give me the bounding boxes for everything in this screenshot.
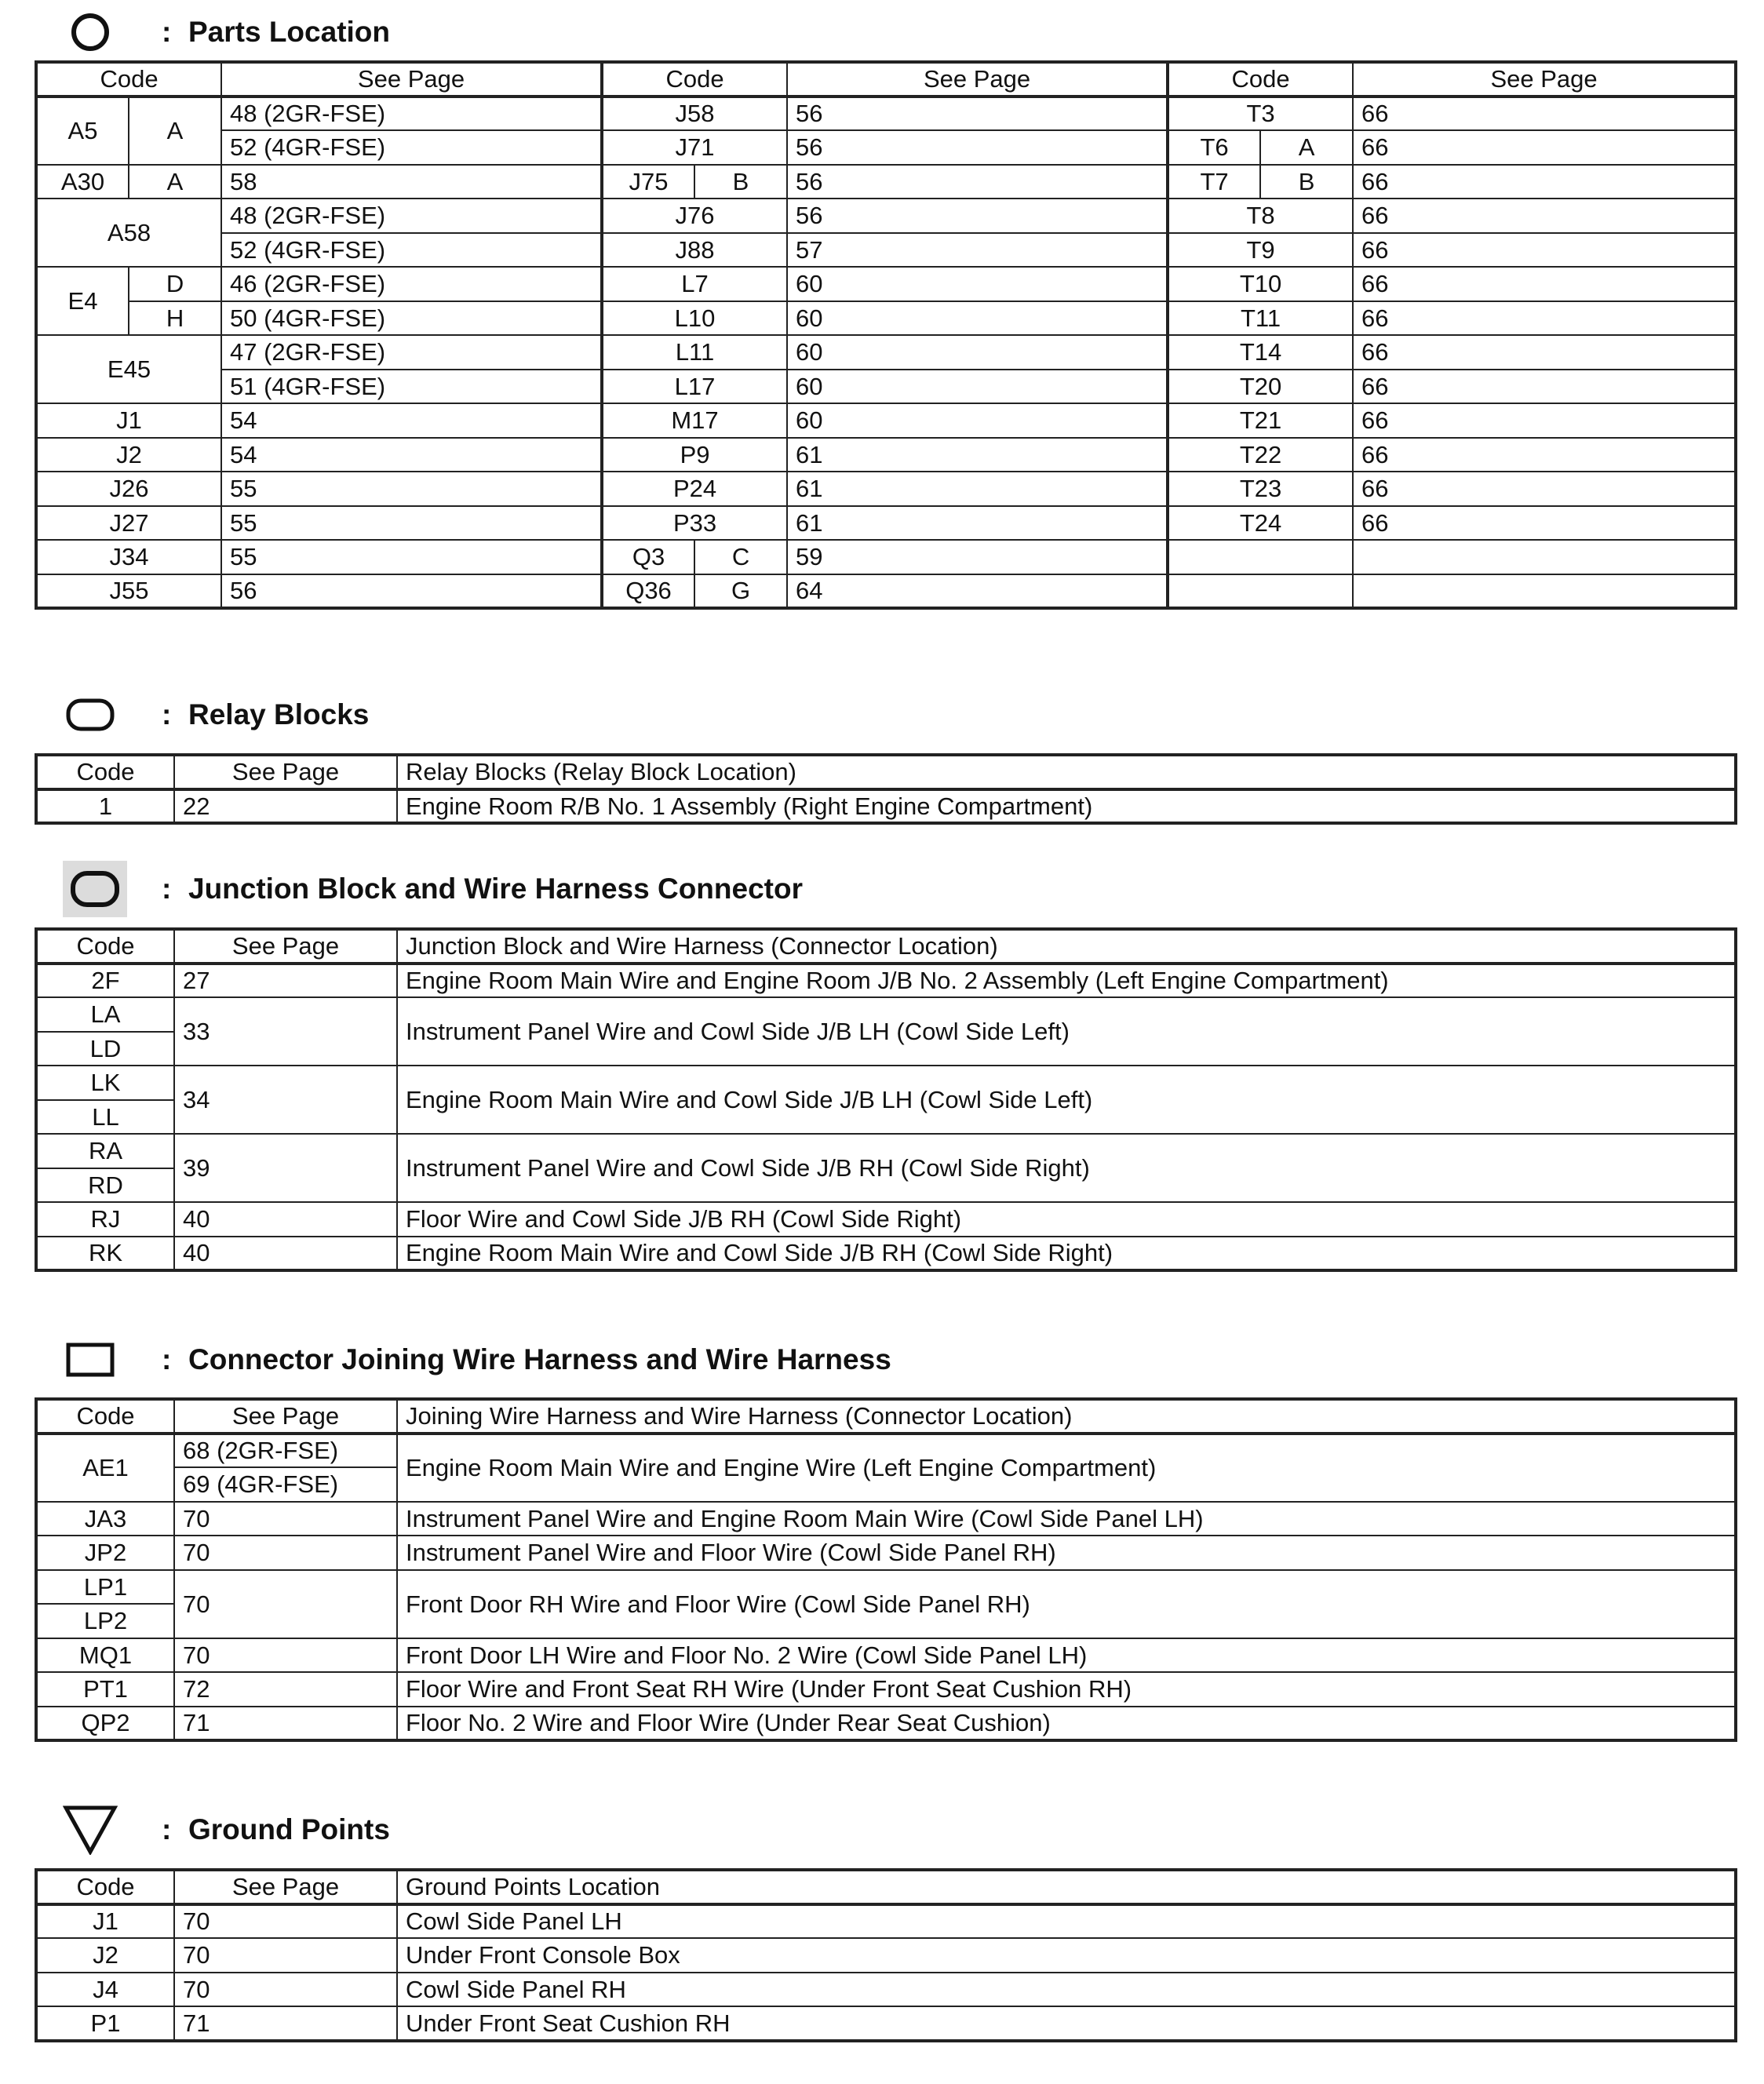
see-page-cell: 71 [174, 2006, 397, 2041]
heading-colon: : [162, 873, 172, 905]
see-page-cell: 52 (4GR-FSE) [221, 130, 602, 165]
see-page-cell: 69 (4GR-FSE) [174, 1467, 397, 1502]
table-row [36, 1938, 1736, 1973]
see-page-header: See Page [221, 62, 602, 97]
see-page-cell: 60 [787, 335, 1168, 370]
location-cell: Cowl Side Panel RH [397, 1973, 1736, 2007]
see-page-cell [1353, 540, 1736, 574]
location-cell: Engine Room R/B No. 1 Assembly (Right Engine Compartment) [397, 789, 1736, 824]
code-cell: LK [36, 1066, 174, 1100]
table-row [36, 199, 1736, 233]
heading-colon: : [162, 1343, 172, 1375]
see-page-cell: 70 [174, 1570, 397, 1638]
table-row [36, 997, 1736, 1032]
see-page-cell: 48 (2GR-FSE) [221, 97, 602, 131]
table-row [36, 97, 1736, 131]
square-icon [63, 1332, 118, 1387]
see-page-cell: 66 [1353, 438, 1736, 472]
code-cell: T14 [1168, 335, 1353, 370]
location-header: Relay Blocks (Relay Block Location) [397, 755, 1736, 789]
rounded-rectangle-icon [63, 687, 118, 742]
ground-points-table [35, 1868, 1737, 2042]
location-header: Joining Wire Harness and Wire Harness (Connector Location) [397, 1399, 1736, 1434]
code-cell: T21 [1168, 403, 1353, 438]
code-cell: JA3 [36, 1502, 174, 1536]
see-page-cell: 66 [1353, 335, 1736, 370]
see-page-cell: 60 [787, 267, 1168, 301]
code-cell: J26 [36, 472, 221, 506]
code-sub-cell: A [129, 97, 221, 165]
parts-location-heading [63, 5, 390, 60]
code-cell: RA [36, 1134, 174, 1168]
see-page-cell: 66 [1353, 97, 1736, 131]
see-page-cell: 56 [787, 97, 1168, 131]
code-cell: RD [36, 1168, 174, 1203]
location-cell: Under Front Seat Cushion RH [397, 2006, 1736, 2041]
table-row [36, 370, 1736, 404]
connector-joining-heading [63, 1332, 891, 1387]
code-cell: AE1 [36, 1434, 174, 1502]
code-cell: M17 [602, 403, 787, 438]
see-page-header: See Page [787, 62, 1168, 97]
code-header: Code [36, 1870, 174, 1904]
table-row [36, 1066, 1736, 1100]
ground-points-title: Ground Points [188, 1813, 390, 1845]
code-cell: T8 [1168, 199, 1353, 233]
code-cell: J58 [602, 97, 787, 131]
code-cell: P9 [602, 438, 787, 472]
see-page-cell: 61 [787, 506, 1168, 541]
see-page-cell: 55 [221, 540, 602, 574]
code-cell: T6 [1168, 130, 1260, 165]
table-row [36, 1638, 1736, 1673]
see-page-cell: 33 [174, 997, 397, 1066]
table-row [36, 301, 1736, 336]
code-cell: J55 [36, 574, 221, 609]
table-row [36, 472, 1736, 506]
code-cell: J2 [36, 1938, 174, 1973]
table-row [36, 438, 1736, 472]
see-page-cell: 70 [174, 1638, 397, 1673]
location-cell: Instrument Panel Wire and Engine Room Main Wire (Cowl Side Panel LH) [397, 1502, 1736, 1536]
code-cell: A58 [36, 199, 221, 267]
junction-block-table [35, 927, 1737, 1272]
see-page-header: See Page [174, 755, 397, 789]
see-page-cell: 48 (2GR-FSE) [221, 199, 602, 233]
see-page-cell: 56 [787, 165, 1168, 199]
see-page-cell: 66 [1353, 472, 1736, 506]
see-page-cell: 70 [174, 1973, 397, 2007]
code-header: Code [36, 1399, 174, 1434]
table-row [36, 335, 1736, 370]
relay-blocks-table [35, 753, 1737, 825]
table-row [36, 1536, 1736, 1570]
table-row [36, 130, 1736, 165]
header-row [36, 1399, 1736, 1434]
see-page-header: See Page [174, 1870, 397, 1904]
code-cell: LA [36, 997, 174, 1032]
code-cell: T11 [1168, 301, 1353, 336]
code-cell: T3 [1168, 97, 1353, 131]
code-cell: Q36 [602, 574, 694, 609]
table-row [36, 1502, 1736, 1536]
see-page-cell: 54 [221, 438, 602, 472]
see-page-cell: 60 [787, 301, 1168, 336]
code-header: Code [36, 62, 221, 97]
code-cell: RK [36, 1237, 174, 1271]
code-sub-cell: G [694, 574, 787, 609]
code-cell: P24 [602, 472, 787, 506]
table-row [36, 1672, 1736, 1707]
table-row [36, 1237, 1736, 1271]
see-page-cell: 40 [174, 1237, 397, 1271]
relay-blocks-title: Relay Blocks [188, 698, 370, 730]
code-sub-cell: D [129, 267, 221, 301]
location-cell: Instrument Panel Wire and Cowl Side J/B LH (Cowl Side Left) [397, 997, 1736, 1066]
see-page-cell: 66 [1353, 267, 1736, 301]
see-page-cell: 51 (4GR-FSE) [221, 370, 602, 404]
junction-block-heading [63, 862, 803, 916]
code-cell: T10 [1168, 267, 1353, 301]
table-row [36, 165, 1736, 199]
code-cell: L11 [602, 335, 787, 370]
location-cell: Engine Room Main Wire and Engine Wire (Left Engine Compartment) [397, 1434, 1736, 1502]
heading-colon: : [162, 16, 172, 48]
shaded-rounded-rectangle-icon [63, 861, 127, 917]
code-cell: PT1 [36, 1672, 174, 1707]
location-cell: Floor Wire and Front Seat RH Wire (Under Front Seat Cushion RH) [397, 1672, 1736, 1707]
location-cell: Instrument Panel Wire and Cowl Side J/B RH (Cowl Side Right) [397, 1134, 1736, 1202]
location-cell: Front Door RH Wire and Floor Wire (Cowl Side Panel RH) [397, 1570, 1736, 1638]
code-header: Code [602, 62, 787, 97]
see-page-header: See Page [174, 1399, 397, 1434]
connector-joining-title: Connector Joining Wire Harness and Wire Harness [188, 1343, 891, 1375]
header-row [36, 929, 1736, 964]
table-row [36, 1202, 1736, 1237]
table-row [36, 1570, 1736, 1605]
location-cell: Engine Room Main Wire and Engine Room J/B No. 2 Assembly (Left Engine Compartment) [397, 964, 1736, 998]
see-page-cell: 56 [787, 199, 1168, 233]
code-cell: J71 [602, 130, 787, 165]
see-page-header: See Page [174, 929, 397, 964]
see-page-cell: 70 [174, 1536, 397, 1570]
circle-icon [63, 5, 118, 60]
code-cell: A5 [36, 97, 129, 165]
location-cell: Cowl Side Panel LH [397, 1904, 1736, 1939]
see-page-cell: 64 [787, 574, 1168, 609]
see-page-cell: 56 [787, 130, 1168, 165]
ground-points-heading [63, 1802, 390, 1857]
code-cell: T22 [1168, 438, 1353, 472]
see-page-cell: 66 [1353, 130, 1736, 165]
see-page-cell: 40 [174, 1202, 397, 1237]
code-cell: QP2 [36, 1707, 174, 1741]
code-cell: J27 [36, 506, 221, 541]
see-page-cell: 66 [1353, 506, 1736, 541]
code-cell: E4 [36, 267, 129, 335]
table-row [36, 540, 1736, 574]
parts-location-title: Parts Location [188, 16, 390, 48]
code-sub-cell: A [1260, 130, 1353, 165]
code-cell: J1 [36, 1904, 174, 1939]
header-row [36, 62, 1736, 97]
see-page-cell: 66 [1353, 403, 1736, 438]
see-page-cell: 59 [787, 540, 1168, 574]
location-cell: Engine Room Main Wire and Cowl Side J/B RH (Cowl Side Right) [397, 1237, 1736, 1271]
code-cell: L17 [602, 370, 787, 404]
table-row [36, 1134, 1736, 1168]
code-cell: A30 [36, 165, 129, 199]
table-row [36, 1707, 1736, 1741]
code-cell: T7 [1168, 165, 1260, 199]
code-cell: J2 [36, 438, 221, 472]
header-row [36, 1870, 1736, 1904]
see-page-cell: 52 (4GR-FSE) [221, 233, 602, 268]
code-cell: MQ1 [36, 1638, 174, 1673]
code-sub-cell: H [129, 301, 221, 336]
see-page-cell: 50 (4GR-FSE) [221, 301, 602, 336]
code-cell: RJ [36, 1202, 174, 1237]
table-row [36, 233, 1736, 268]
code-header: Code [36, 929, 174, 964]
code-cell [1168, 540, 1353, 574]
code-cell: T9 [1168, 233, 1353, 268]
triangle-icon [63, 1802, 118, 1857]
code-cell: LP2 [36, 1604, 174, 1638]
table-row [36, 1434, 1736, 1468]
code-header: Code [36, 755, 174, 789]
location-cell: Floor No. 2 Wire and Floor Wire (Under Rear Seat Cushion) [397, 1707, 1736, 1741]
see-page-cell: 54 [221, 403, 602, 438]
see-page-cell: 72 [174, 1672, 397, 1707]
heading-colon: : [162, 1813, 172, 1845]
location-cell: Floor Wire and Cowl Side J/B RH (Cowl Side Right) [397, 1202, 1736, 1237]
location-cell: Under Front Console Box [397, 1938, 1736, 1973]
see-page-cell: 60 [787, 403, 1168, 438]
see-page-cell [1353, 574, 1736, 609]
connector-joining-table [35, 1397, 1737, 1742]
see-page-cell: 68 (2GR-FSE) [174, 1434, 397, 1468]
see-page-cell: 66 [1353, 199, 1736, 233]
code-cell: Q3 [602, 540, 694, 574]
code-cell: LP1 [36, 1570, 174, 1605]
code-cell: T23 [1168, 472, 1353, 506]
see-page-cell: 34 [174, 1066, 397, 1134]
see-page-cell: 66 [1353, 370, 1736, 404]
code-header: Code [1168, 62, 1353, 97]
header-row [36, 755, 1736, 789]
see-page-cell: 22 [174, 789, 397, 824]
see-page-cell: 60 [787, 370, 1168, 404]
see-page-cell: 61 [787, 438, 1168, 472]
code-sub-cell: A [129, 165, 221, 199]
code-cell: 2F [36, 964, 174, 998]
code-cell: J4 [36, 1973, 174, 2007]
location-cell: Instrument Panel Wire and Floor Wire (Cowl Side Panel RH) [397, 1536, 1736, 1570]
see-page-cell: 66 [1353, 233, 1736, 268]
table-row [36, 1904, 1736, 1939]
see-page-cell: 61 [787, 472, 1168, 506]
code-cell: LL [36, 1100, 174, 1135]
code-cell: P1 [36, 2006, 174, 2041]
location-cell: Engine Room Main Wire and Cowl Side J/B LH (Cowl Side Left) [397, 1066, 1736, 1134]
location-cell: Front Door LH Wire and Floor No. 2 Wire (Cowl Side Panel LH) [397, 1638, 1736, 1673]
location-header: Ground Points Location [397, 1870, 1736, 1904]
see-page-cell: 57 [787, 233, 1168, 268]
parts-location-table [35, 60, 1737, 610]
see-page-cell: 27 [174, 964, 397, 998]
code-cell: J1 [36, 403, 221, 438]
junction-block-title: Junction Block and Wire Harness Connector [188, 873, 803, 905]
code-cell: P33 [602, 506, 787, 541]
table-row [36, 267, 1736, 301]
code-cell: J76 [602, 199, 787, 233]
table-row [36, 2006, 1736, 2041]
see-page-cell: 66 [1353, 165, 1736, 199]
table-row [36, 403, 1736, 438]
see-page-cell: 70 [174, 1904, 397, 1939]
code-cell: J88 [602, 233, 787, 268]
see-page-header: See Page [1353, 62, 1736, 97]
code-sub-cell: B [694, 165, 787, 199]
code-sub-cell: B [1260, 165, 1353, 199]
heading-colon: : [162, 698, 172, 730]
see-page-cell: 55 [221, 472, 602, 506]
see-page-cell: 46 (2GR-FSE) [221, 267, 602, 301]
code-cell: T24 [1168, 506, 1353, 541]
see-page-cell: 70 [174, 1502, 397, 1536]
relay-blocks-heading [63, 687, 369, 742]
code-cell: E45 [36, 335, 221, 403]
location-header: Junction Block and Wire Harness (Connector Location) [397, 929, 1736, 964]
table-row [36, 1973, 1736, 2007]
see-page-cell: 39 [174, 1134, 397, 1202]
see-page-cell: 47 (2GR-FSE) [221, 335, 602, 370]
code-cell: J75 [602, 165, 694, 199]
code-sub-cell: C [694, 540, 787, 574]
see-page-cell: 56 [221, 574, 602, 609]
code-cell: J34 [36, 540, 221, 574]
see-page-cell: 70 [174, 1938, 397, 1973]
code-cell: LD [36, 1032, 174, 1066]
table-row [36, 506, 1736, 541]
code-cell: 1 [36, 789, 174, 824]
see-page-cell: 55 [221, 506, 602, 541]
code-cell: T20 [1168, 370, 1353, 404]
code-cell: L7 [602, 267, 787, 301]
table-row [36, 964, 1736, 998]
table-row [36, 574, 1736, 609]
see-page-cell: 58 [221, 165, 602, 199]
see-page-cell: 71 [174, 1707, 397, 1741]
code-cell: L10 [602, 301, 787, 336]
code-cell: JP2 [36, 1536, 174, 1570]
table-row [36, 789, 1736, 824]
code-cell [1168, 574, 1353, 609]
see-page-cell: 66 [1353, 301, 1736, 336]
